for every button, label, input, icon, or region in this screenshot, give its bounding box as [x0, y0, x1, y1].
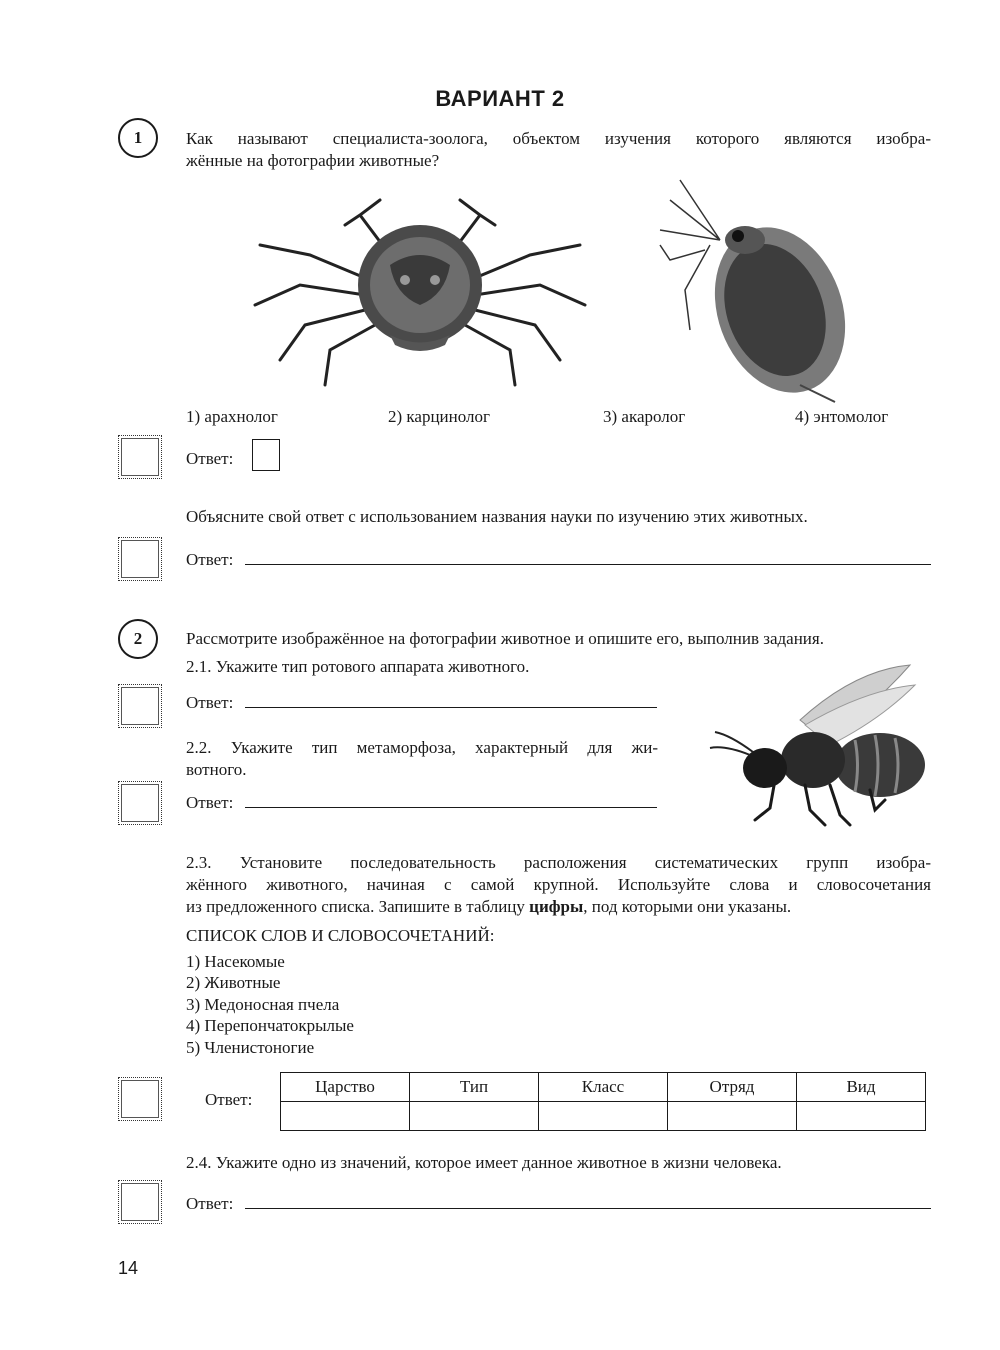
taxonomy-table	[280, 1072, 926, 1131]
q1-text-line2: жённые на фотографии животные?	[186, 151, 440, 170]
word-list-item: 1) Насекомые	[186, 952, 285, 971]
q1-answer-box[interactable]	[252, 439, 280, 471]
word-list-title: СПИСОК СЛОВ И СЛОВОСОЧЕТАНИЙ:	[186, 926, 495, 945]
q1-score-box	[118, 435, 162, 479]
table-header-cell: Царство	[281, 1073, 410, 1102]
q1-option-4: 4) энтомолог	[795, 407, 889, 426]
question-2-number: 2	[118, 619, 158, 659]
table-header-cell: Класс	[539, 1073, 668, 1102]
q1-explain-score-box	[118, 537, 162, 581]
q2-3-score-box	[118, 1077, 162, 1121]
q2-task-2-3-line3-bold: цифры	[529, 897, 584, 916]
q2-task-2-2-line2: вотного.	[186, 760, 247, 779]
q2-1-answer-line[interactable]	[245, 707, 657, 708]
table-answer-row	[281, 1102, 926, 1131]
page-title: ВАРИАНТ 2	[435, 86, 565, 111]
q2-4-answer-label: Ответ:	[186, 1194, 234, 1213]
q2-2-answer-label: Ответ:	[186, 793, 234, 812]
q1-option-2: 2) карцинолог	[388, 407, 490, 426]
table-header-cell: Тип	[410, 1073, 539, 1102]
q1-option-3: 3) акаролог	[603, 407, 686, 426]
q1-option-1: 1) арахнолог	[186, 407, 278, 426]
table-answer-cell[interactable]	[797, 1102, 926, 1131]
daphnia-image	[650, 170, 860, 410]
table-header-row	[281, 1073, 926, 1102]
q2-1-answer-label: Ответ:	[186, 693, 234, 712]
q2-2-answer-line[interactable]	[245, 807, 657, 808]
word-list-item: 5) Членистоногие	[186, 1038, 315, 1057]
table-answer-cell[interactable]	[668, 1102, 797, 1131]
q1-explain-text: Объясните свой ответ с использованием названия науки по изучению этих животных.	[186, 507, 808, 526]
q2-task-2-3-line2: жённого животного, начиная с самой крупной. Используйте слова и словосочетания	[186, 875, 931, 894]
q2-4-answer-line[interactable]	[245, 1208, 931, 1209]
word-list-item: 4) Перепончатокрылые	[186, 1016, 354, 1035]
bee-image	[705, 660, 930, 830]
crab-image	[240, 185, 600, 395]
table-answer-cell[interactable]	[281, 1102, 410, 1131]
q2-task-2-1: 2.1. Укажите тип ротового аппарата животного.	[186, 657, 530, 676]
word-list-item: 3) Медоносная пчела	[186, 995, 340, 1014]
q2-task-2-3-line3-a: из предложенного списка. Запишите в таблицу	[186, 897, 530, 916]
word-list-item: 2) Животные	[186, 973, 281, 992]
q2-task-2-4: 2.4. Укажите одно из значений, которое имеет данное животное в жизни человека.	[186, 1153, 782, 1172]
q2-intro: Рассмотрите изображённое на фотографии животное и опишите его, выполнив задания.	[186, 629, 824, 648]
q2-2-score-box	[118, 781, 162, 825]
q2-task-2-3-line3-b: , под которыми они указаны.	[583, 897, 792, 916]
q2-task-2-3-line3	[186, 896, 931, 918]
table-answer-cell[interactable]	[410, 1102, 539, 1131]
q1-text-line1: Как называют специалиста-зоолога, объектом изучения которого являются изобра-	[186, 129, 931, 148]
q1-answer-label: Ответ:	[186, 449, 234, 468]
question-1-number: 1	[118, 118, 158, 158]
q2-1-score-box	[118, 684, 162, 728]
table-answer-cell[interactable]	[539, 1102, 668, 1131]
q2-task-2-3-line1: 2.3. Установите последовательность расположения систематических групп изобра-	[186, 853, 931, 872]
page-number: 14	[118, 1258, 139, 1278]
q2-4-score-box	[118, 1180, 162, 1224]
q2-3-answer-label: Ответ:	[205, 1090, 253, 1109]
table-header-cell: Вид	[797, 1073, 926, 1102]
q1-explain-answer-line[interactable]	[245, 564, 931, 565]
q1-explain-answer-label: Ответ:	[186, 550, 234, 569]
table-header-cell: Отряд	[668, 1073, 797, 1102]
q2-task-2-2-line1: 2.2. Укажите тип метаморфоза, характерный для жи-	[186, 738, 658, 757]
